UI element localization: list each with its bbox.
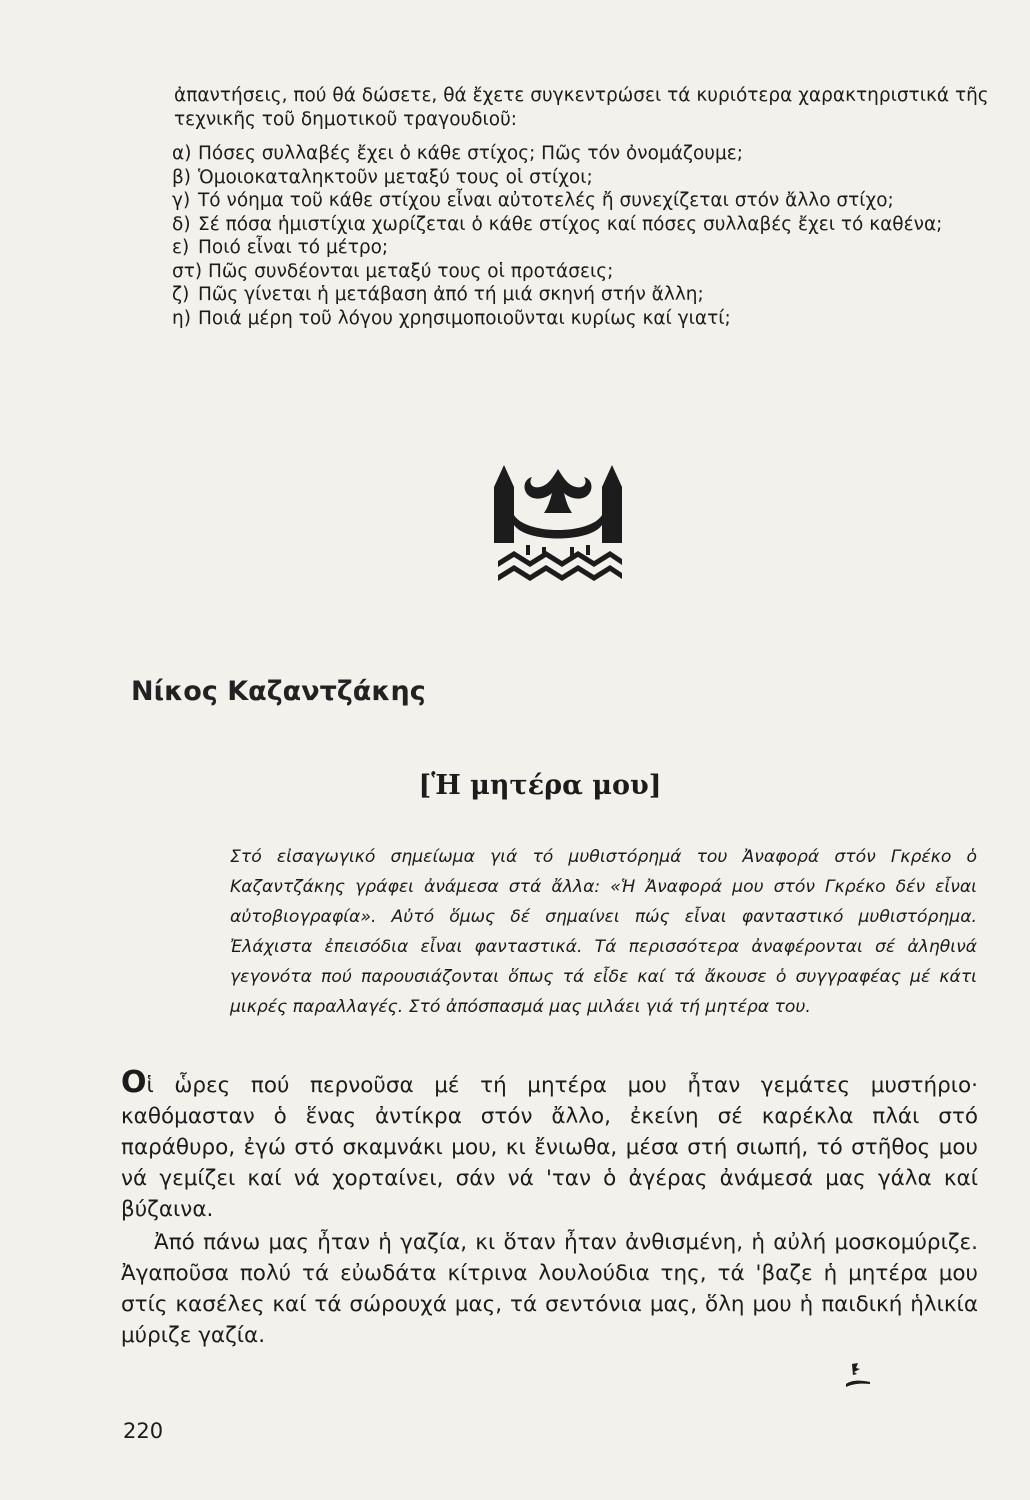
list-item xyxy=(172,166,992,190)
body-text xyxy=(121,1065,978,1351)
paragraph xyxy=(121,1065,978,1225)
item-text: Πῶς γίνεται ἡ μετάβαση ἀπό τή μιά σκηνή στήν ἄλλη; xyxy=(198,284,704,305)
item-text: Ὁμοιοκαταληκτοῦν μεταξύ τους οἱ στίχοι; xyxy=(198,166,593,188)
author-heading: Νίκος Καζαντζάκης xyxy=(131,676,426,707)
paragraph: Ἀπό πάνω μας ἦταν ἡ γαζία, κι ὅταν ἦταν ἀνθισμένη, ἡ αὐλή μοσκομύριζε. Ἀγαποῦσα πολύ τά εὐωδάτα κίτρινα λουλούδια της, τά 'βαζε ἡ μητέρα μου στίς κασέλες καί τά σώρουχά μας, τά σεντόνια μας, ὅλη μου ἡ παιδική ἡλικία μύριζε γαζία. xyxy=(121,1230,978,1348)
intro-section xyxy=(174,84,992,330)
paragraph-text: ἱ ὧρες πού περνοῦσα μέ τή μητέρα μου ἦταν γεμάτες μυστήριο· καθόμασταν ὁ ἕνας ἀντίκρα στόν ἄλλο, ἐκείνη σέ καρέκλα πλάι στό παράθυρο, ἐγώ στό σκαμνάκι μου, κι ἔνιωθα, μέσα στή σιωπή, τό στῆθος μου νά γεμίζει καί νά χορταίνει, σάν νά 'ταν ὁ ἀγέρας ἀνάμεσά μας γάλα καί βύζαινα. xyxy=(121,1073,978,1222)
list-item xyxy=(172,236,992,260)
list-item xyxy=(172,307,992,331)
list-item xyxy=(172,213,992,237)
list-item xyxy=(172,283,992,307)
item-marker: δ) xyxy=(172,213,191,235)
list-item xyxy=(172,260,992,284)
item-text: Πόσες συλλαβές ἔχει ὁ κάθε στίχος; Πῶς τόν ὀνομάζουμε; xyxy=(198,143,744,164)
item-text: Τό νόημα τοῦ κάθε στίχου εἶναι αὐτοτελές ἤ συνεχίζεται στόν ἄλλο στίχο; xyxy=(198,190,894,211)
item-text: Σέ πόσα ἡμιστίχια χωρίζεται ὁ κάθε στίχος καί πόσες συλλαβές ἔχει τό καθένα; xyxy=(198,213,943,235)
decorative-vignette-icon xyxy=(490,465,626,585)
introductory-note: Στό εἰσαγωγικό σημείωμα γιά τό μυθιστόρημά του Ἀναφορά στόν Γκρέκο ὁ Καζαντζάκης γράφει ἀνάμεσα στά ἄλλα: «Ἡ Ἀναφορά μου στόν Γκρέκο δέν εἶναι αὐτοβιογραφία». Αὐτό ὅμως δέ σημαίνει πώς εἶναι φανταστικό μυθιστόρημα. Ἐλάχιστα ἐπεισόδια εἶναι φανταστικά. Τά περισσότερα ἀναφέρονται σέ ἀληθινά γεγονότα πού παρουσιάζονται ὅπως τά εἶδε καί τά ἄκουσε ὁ συγγραφέας μέ κάτι μικρές παραλλαγές. Στό ἀπόσπασμά μας μιλάει γιά τή μητέρα του. xyxy=(230,847,977,1017)
list-item xyxy=(172,142,992,166)
item-marker: στ) xyxy=(172,260,203,282)
drop-cap: Ο xyxy=(121,1065,147,1100)
item-marker: ε) xyxy=(172,237,190,258)
item-marker: β) xyxy=(172,166,192,188)
item-marker: γ) xyxy=(172,190,191,211)
item-text: Ποιό εἶναι τό μέτρο; xyxy=(198,237,389,258)
item-marker: η) xyxy=(172,307,191,329)
item-text: Πῶς συνδέονται μεταξύ τους οἱ προτάσεις; xyxy=(208,260,614,282)
item-text: Ποιά μέρη τοῦ λόγου χρησιμοποιοῦνται κυρίως καί γιατί; xyxy=(198,307,731,329)
intro-text: ἀπαντήσεις, πού θά δώσετε, θά ἔχετε συγκεντρώσει τά κυριότερα χαρακτηριστικά τῆς τεχνικῆς τοῦ δημοτικοῦ τραγουδιοῦ: xyxy=(174,85,989,130)
page-number: 220 xyxy=(123,1419,164,1443)
work-title: [Ἡ μητέρα μου] xyxy=(418,770,662,801)
list-item xyxy=(172,189,992,213)
item-marker: ζ) xyxy=(172,284,190,305)
question-list xyxy=(174,142,992,330)
end-mark-icon xyxy=(844,1360,874,1390)
item-marker: α) xyxy=(172,143,192,164)
